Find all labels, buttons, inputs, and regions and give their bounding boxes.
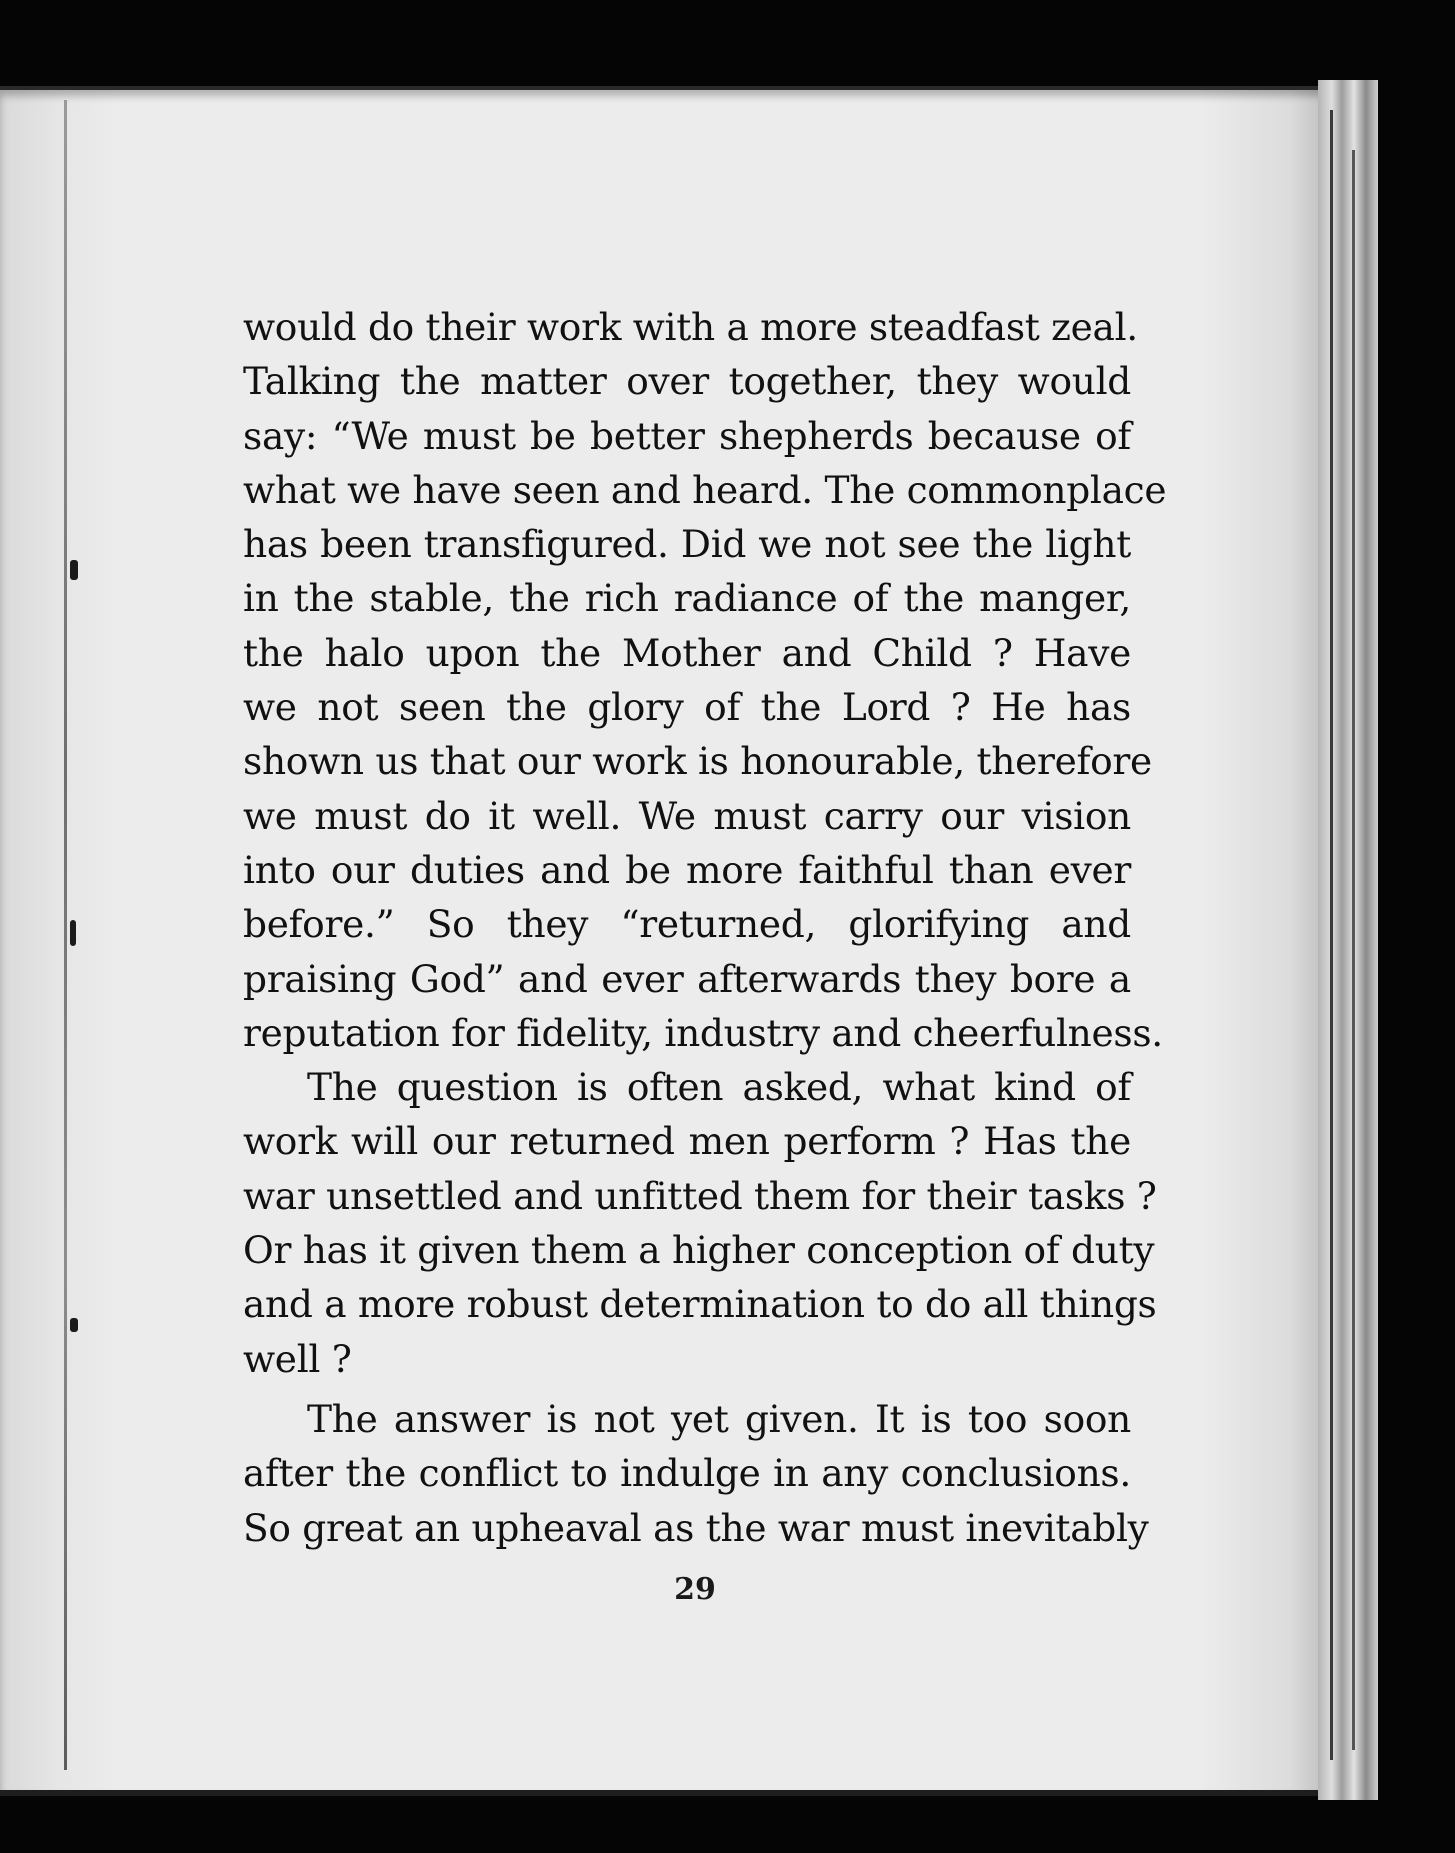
page-number: 29 bbox=[674, 1572, 716, 1607]
margin-mark bbox=[70, 560, 78, 580]
text-line: reputation for fidelity, industry and cheerfulness. bbox=[243, 1010, 1163, 1055]
margin-mark bbox=[70, 1318, 78, 1332]
text-line: in the stable, the rich radiance of the manger, bbox=[243, 576, 1131, 621]
text-line: after the conflict to indulge in any conclusions. bbox=[243, 1451, 1131, 1496]
text-line: what we have seen and heard. The commonplace bbox=[243, 467, 1167, 512]
text-line: Talking the matter over together, they would bbox=[243, 359, 1131, 404]
text-line: say: “We must be better shepherds because of bbox=[243, 413, 1131, 458]
text-line: would do their work with a more steadfast zeal. bbox=[243, 305, 1138, 349]
scan-background bbox=[1378, 0, 1455, 1853]
text-line: before.” So they “returned, glorifying and bbox=[243, 902, 1131, 947]
text-line: The question is often asked, what kind of bbox=[307, 1065, 1131, 1110]
text-line: The answer is not yet given. It is too soon bbox=[307, 1396, 1131, 1441]
text-line: and a more robust determination to do all things bbox=[243, 1282, 1157, 1327]
text-line: praising God” and ever afterwards they bore a bbox=[243, 956, 1131, 1001]
text-line: we must do it well. We must carry our vision bbox=[243, 793, 1131, 838]
text-line: the halo upon the Mother and Child ? Have bbox=[243, 630, 1131, 675]
gutter-shadow-line bbox=[1330, 110, 1333, 1760]
book-binding-gutter bbox=[1318, 80, 1378, 1800]
text-line: work will our returned men perform ? Has the bbox=[243, 1119, 1131, 1164]
text-line: Or has it given them a higher conception of duty bbox=[243, 1228, 1155, 1273]
gutter-shadow-line bbox=[1352, 150, 1355, 1750]
margin-mark bbox=[70, 920, 76, 946]
text-line: war unsettled and unfitted them for their tasks ? bbox=[243, 1173, 1157, 1218]
left-page-edge bbox=[64, 100, 67, 1770]
text-line: So great an upheaval as the war must inevitably bbox=[243, 1505, 1149, 1550]
text-line: has been transfigured. Did we not see the light bbox=[243, 522, 1131, 567]
text-line: into our duties and be more faithful than ever bbox=[243, 847, 1131, 892]
text-line: shown us that our work is honourable, therefore bbox=[243, 739, 1152, 784]
text-line: well ? bbox=[243, 1336, 352, 1381]
text-line: we not seen the glory of the Lord ? He has bbox=[243, 685, 1131, 730]
body-text bbox=[243, 300, 1167, 1555]
